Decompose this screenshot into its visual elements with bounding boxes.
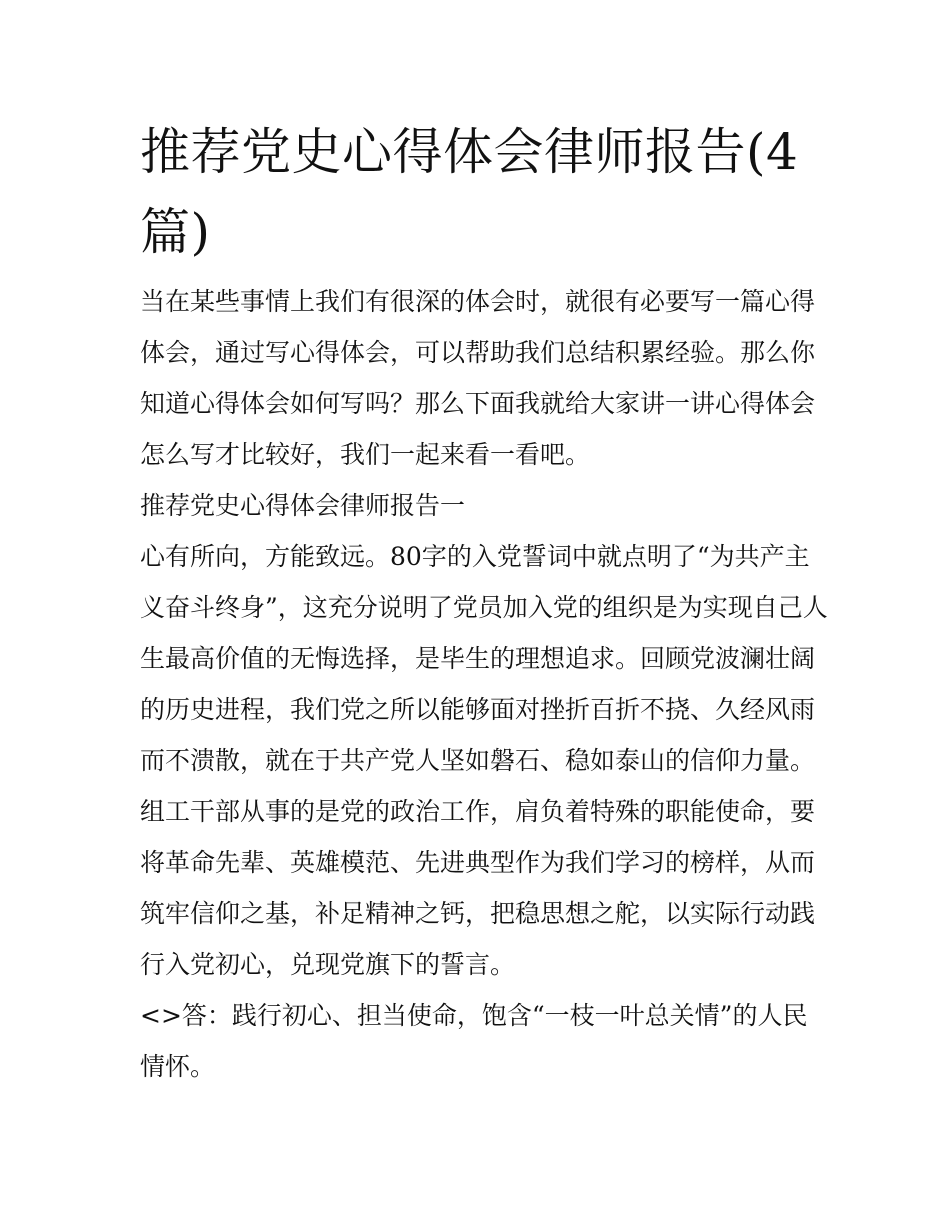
answer-paragraph: <>答：践行初心、担当使命，饱含“一枝一叶总关情”的人民情怀。 — [140, 1001, 808, 1081]
intro-paragraph: 当在某些事情上我们有很深的体会时，就很有必要写一篇心得体会，通过写心得体会，可以帮助我们总结积累经验。那么你知道心得体会如何写吗？那么下面我就给大家讲一讲心得体会怎么写才比较好，我们一起来看一看吧。 — [140, 287, 816, 469]
page-title: 推荐党史心得体会律师报告(4篇) — [140, 123, 799, 261]
document-body — [140, 276, 830, 1092]
body-paragraph: 心有所向，方能致远。80字的入党誓词中就点明了“为共产主义奋斗终身”，这充分说明了党员加入党的组织是为实现自己人生最高价值的无悔选择，是毕生的理想追求。回顾党波澜壮阔的历史进程，我们党之所以能够面对挫折百折不挠、久经风雨而不溃散，就在于共产党人坚如磐石、稳如泰山的信仰力量。组工干部从事的是党的政治工作，肩负着特殊的职能使命，要将革命先辈、英雄模范、先进典型作为我们学习的榜样，从而筑牢信仰之基，补足精神之钙，把稳思想之舵，以实际行动践行入党初心，兑现党旗下的誓言。 — [140, 542, 828, 979]
section-heading: 推荐党史心得体会律师报告一 — [140, 491, 466, 520]
